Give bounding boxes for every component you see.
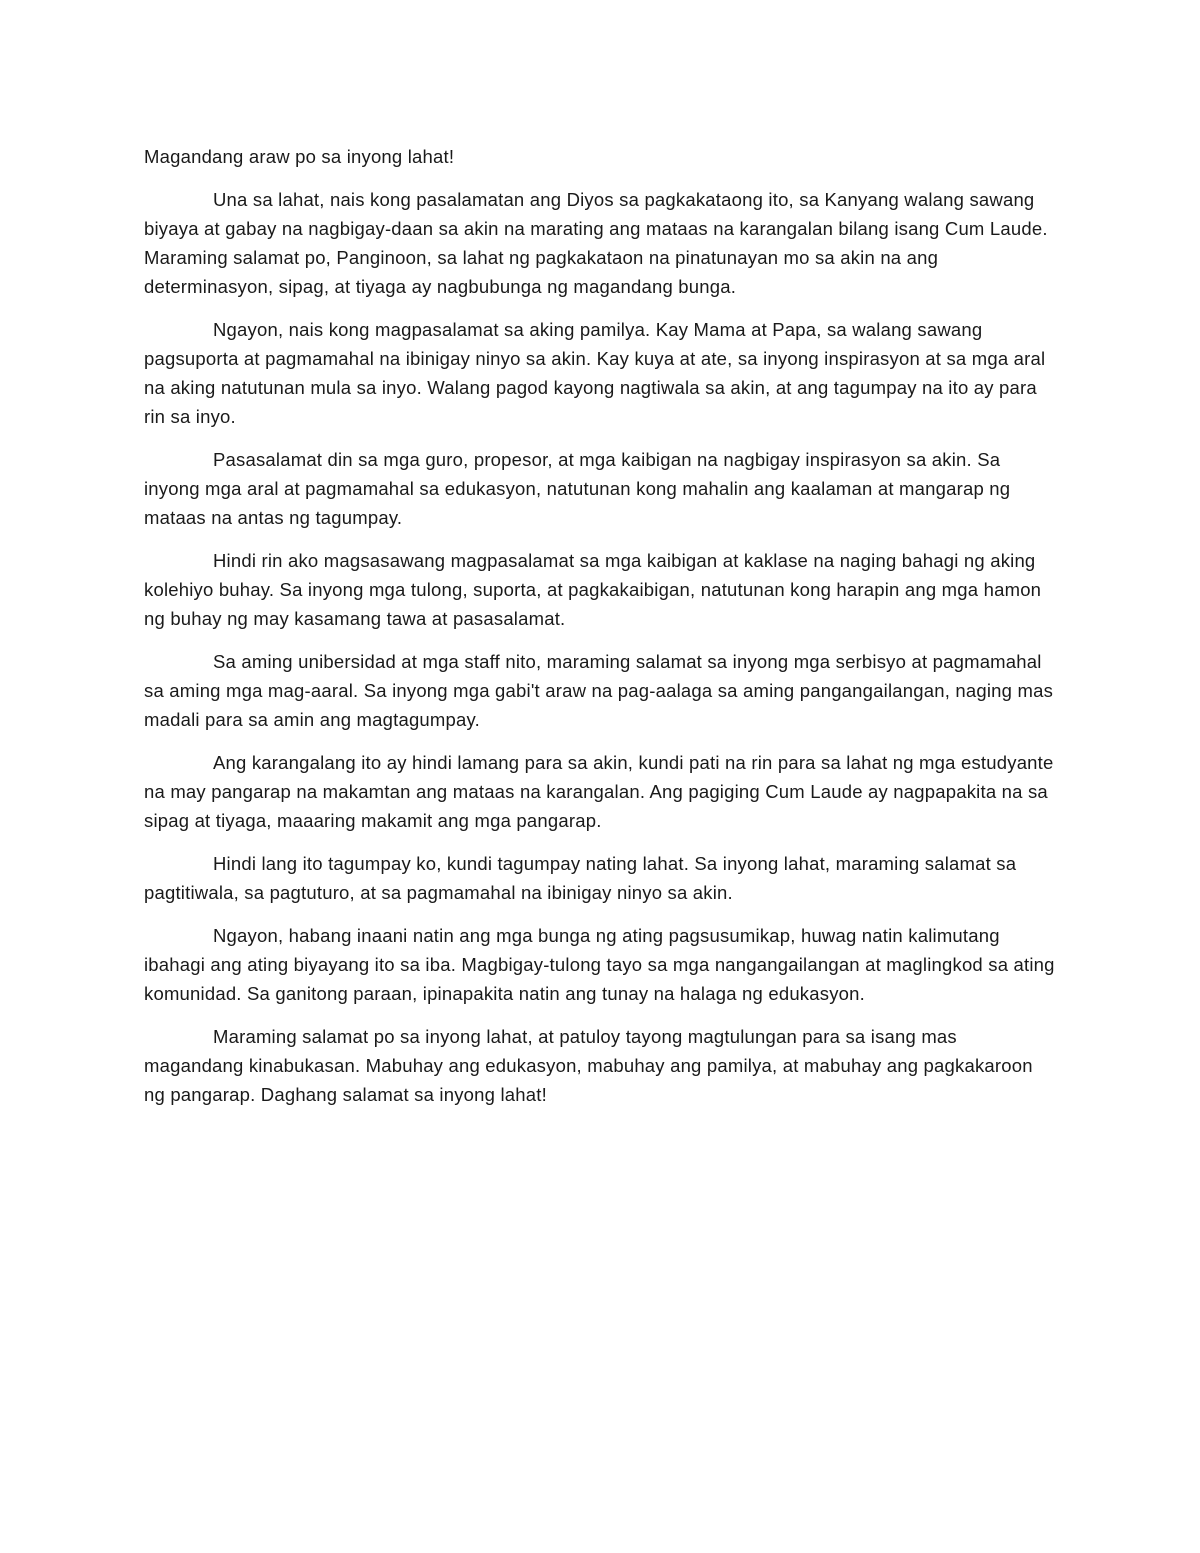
paragraph-honor-for-all: Ang karangalang ito ay hindi lamang para sa akin, kundi pati na rin para sa lahat ng mga estudyante na may pangarap na makamtan ang mataas na karangalan. Ang pagiging Cum Laude ay nagpapakita na sa sipag at tiyaga, maaaring makamit ang mga pangarap. xyxy=(144,752,1054,831)
paragraph-closing: Maraming salamat po sa inyong lahat, at patuloy tayong magtulungan para sa isang mas magandang kinabukasan. Mabuhay ang edukasyon, mabuhay ang pamilya, at mabuhay ang pagkakaroon ng pangarap. Daghang salamat sa inyong lahat! xyxy=(144,1026,1033,1105)
paragraph-thanks-university: Sa aming unibersidad at mga staff nito, maraming salamat sa inyong mga serbisyo at pagmamahal sa aming mga mag-aaral. Sa inyong mga gabi't araw na pag-aalaga sa aming pangangailangan, naging mas madali para sa amin ang magtagumpay. xyxy=(144,651,1054,730)
document-body xyxy=(144,142,1058,1123)
paragraph-thanks-teachers: Pasasalamat din sa mga guro, propesor, at mga kaibigan na nagbigay inspirasyon sa akin. Sa inyong mga aral at pagmamahal sa edukasyon, natutunan kong mahalin ang kaalaman at mangarap ng mataas na antas ng tagumpay. xyxy=(144,449,1011,528)
greeting-line: Magandang araw po sa inyong lahat! xyxy=(144,146,455,167)
paragraph-shared-success: Hindi lang ito tagumpay ko, kundi tagumpay nating lahat. Sa inyong lahat, maraming salamat sa pagtitiwala, sa pagtuturo, at sa pagmamahal na ibinigay ninyo sa akin. xyxy=(144,853,1017,903)
paragraph-thanks-god: Una sa lahat, nais kong pasalamatan ang Diyos sa pagkakataong ito, sa Kanyang walang sawang biyaya at gabay na nagbigay-daan sa akin na marating ang mataas na karangalan bilang isang Cum Laude. Maraming salamat po, Panginoon, sa lahat ng pagkakataon na pinatunayan mo sa akin na ang determinasyon, sipag, at tiyaga ay nagbubunga ng magandang bunga. xyxy=(144,189,1048,297)
paragraph-thanks-classmates: Hindi rin ako magsasawang magpasalamat sa mga kaibigan at kaklase na naging bahagi ng aking kolehiyo buhay. Sa inyong mga tulong, suporta, at pagkakaibigan, natutunan kong harapin ang mga hamon ng buhay ng may kasamang tawa at pasasalamat. xyxy=(144,550,1042,629)
paragraph-share-blessings: Ngayon, habang inaani natin ang mga bunga ng ating pagsusumikap, huwag natin kalimutang ibahagi ang ating biyayang ito sa iba. Magbigay-tulong tayo sa mga nangangailangan at maglingkod sa ating komunidad. Sa ganitong paraan, ipinapakita natin ang tunay na halaga ng edukasyon. xyxy=(144,925,1055,1004)
paragraph-thanks-family: Ngayon, nais kong magpasalamat sa aking pamilya. Kay Mama at Papa, sa walang sawang pagsuporta at pagmamahal na ibinigay ninyo sa akin. Kay kuya at ate, sa inyong inspirasyon at sa mga aral na aking natutunan mula sa inyo. Walang pagod kayong nagtiwala sa akin, at ang tagumpay na ito ay para rin sa inyo. xyxy=(144,319,1046,427)
